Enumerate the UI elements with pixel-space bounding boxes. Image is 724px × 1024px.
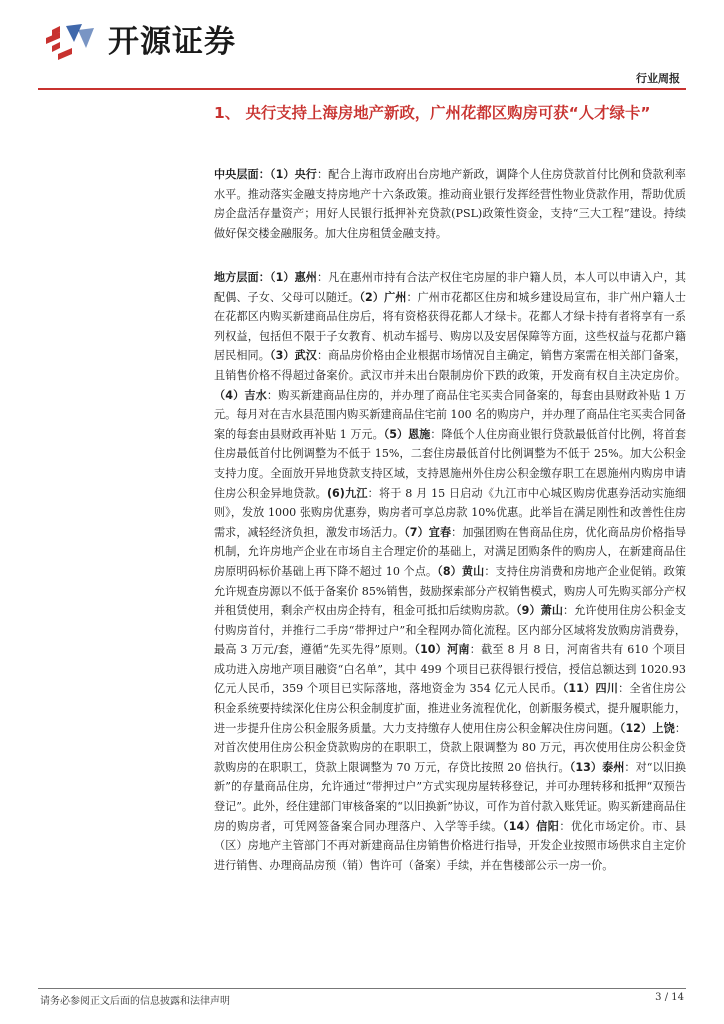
item-body: ：商品房价格由企业根据市场情况自主确定，销售方案需在相关部门备案，且销售价格不得超过备案价。武汉市并未出台限制房价下跌的政策，开发商有权自主决定房价。 (214, 349, 686, 382)
brand-logo (38, 20, 236, 64)
paragraph-label: 中央层面： (214, 168, 270, 181)
item-name: 武汉 (294, 349, 317, 363)
item-name: 恩施 (408, 427, 431, 441)
item-name: 信阳 (536, 819, 560, 833)
item-name: 萧山 (540, 604, 564, 618)
paragraph-label: 地方层面： (214, 271, 270, 284)
item-name: 泰州 (602, 760, 625, 774)
item-number: （2） (359, 290, 385, 304)
item-name: 上饶 (652, 721, 675, 735)
item-name: 四川 (595, 682, 619, 696)
item-name: 央行 (294, 168, 317, 181)
item-number: （13） (569, 760, 603, 774)
item-body: ：将于 8 月 15 日启动《九江市中心城区购房优惠券活动实施细则》，发放 1000 张购房优惠券，购房者可享总房款 10%优惠。此举旨在满足刚性和改善性住房需求，减轻经济负担，激发市场活力。 (214, 486, 686, 539)
paragraph-central-level (214, 165, 686, 243)
item-body: ：优化市场定价。市、县（区）房地产主管部门不再对新建商品住房销售价格进行指导，开发企业按照市场供求自主定价进行销售、办理商品房预（销）售许可（备案）手续，并在售楼部公示一房一价。 (214, 819, 686, 872)
item-name: 九江 (344, 486, 368, 500)
item-number: （9） (516, 604, 541, 618)
item-number: （3） (269, 349, 295, 363)
item-body: ：广州市花都区住房和城乡建设局宣布，非广州户籍人士在花都区内购买新建商品住房后，将有资格获得花都人才绿卡。花都人才绿卡持有者将享有一系列权益，包括但不限于子女教育、机动车摇号、购房以及安居保障等方面，这些权益与花都户籍居民相同。 (214, 290, 686, 363)
item-body: ：允许使用住房公积金支付购房首付，并推行二手房“带押过户”和全程网办简化流程。区内部分区域将发放购房消费券，最高 3 万元/套，遵循“先买先得”原则。 (214, 604, 686, 657)
item-number: (6) (326, 486, 345, 500)
item-name: 宜春 (428, 525, 452, 539)
section-heading: 1、 央行支持上海房地产新政，广州花都区购房可获“人才绿卡” (214, 104, 651, 122)
item-number: （5） (383, 427, 409, 441)
item-number: （12） (619, 721, 653, 735)
item-body: ：截至 8 月 8 日，河南省共有 610 个项目成功进入房地产项目融资“白名单”，其中 499 个项目已获得银行授信，授信总额达到 1020.93 亿元人民币，359 个项目已实际落地，落地资金为 354 亿元人民币。 (214, 643, 686, 696)
item-body: ：全省住房公积金系统要持续深化住房公积金制度扩面，推进业务流程优化，创新服务模式，提升履职能力，进一步提升住房公积金服务质量。大力支持缴存人使用住房公积金解决住房问题。 (214, 682, 686, 735)
item-number: （14） (502, 819, 537, 833)
item-body: ：配合上海市政府出台房地产新政，调降个人住房贷款首付比例和贷款利率水平。推动落实金融支持房地产十六条政策。推动商业银行发挥经营性物业贷款作用，帮助优质房企盘活存量资产；用好人民银行抵押补充贷款(PSL)政策性资金，支持“三大工程”建设。持续做好保交楼金融服务。加大住房租赁金融支持。 (214, 168, 686, 240)
item-body: ：支持住房消费和房地产企业促销。政策允许规查房源以不低于备案价 85%销售，鼓励探索部分产权销售模式，购房人可先购买部分产权并租赁使用，剩余产权由房企持有，租金可抵扣后续购房款。 (214, 564, 686, 618)
item-number: （10） (414, 643, 448, 657)
item-name: 惠州 (294, 271, 317, 284)
item-name: 黄山 (461, 564, 485, 578)
page-number: 3 / 14 (655, 992, 684, 1003)
item-number: （1） (269, 271, 295, 284)
footer-disclaimer: 请务必参阅正文后面的信息披露和法律声明 (40, 996, 230, 1007)
paragraph-local-level (214, 268, 686, 875)
item-number: （8） (437, 564, 462, 578)
item-number: （4） (214, 388, 245, 402)
item-name: 广州 (384, 290, 407, 304)
item-number: （7） (404, 525, 429, 539)
item-body: ：降低个人住房商业银行贷款最低首付比例，将首套住房最低首付比例调整为不低于 15%，二套住房最低首付比例调整为不低于 25%。加大公积金支持力度。全面放开异地贷款支持区域，支持恩施州外住房公积金缴存职工在恩施州内购房申请住房公积金异地贷款。 (214, 427, 686, 500)
brand-name: 开源证券 (108, 24, 236, 60)
report-type-label: 行业周报 (636, 72, 680, 85)
item-body: ：加强团购在售商品住房，优化商品房价格指导机制，允许房地产企业在市场自主合理定价的基础上，对满足团购条件的购房人，在新建商品住房原明码标价基础上再下降不超过 10 个点。 (214, 525, 686, 578)
brand-mark-icon (38, 20, 100, 64)
footer-divider (38, 988, 686, 989)
item-body: ：对首次使用住房公积金贷款购房的在职职工，贷款上限调整为 80 万元，再次使用住房公积金贷款购房的在职职工，贷款上限调整为 70 万元，存贷比按照 20 倍执行。 (214, 721, 686, 774)
item-number: （11） (562, 682, 596, 696)
item-name: 吉水 (244, 388, 267, 402)
item-body: ：凡在惠州市持有合法产权住宅房屋的非户籍人员，本人可以申请入户，其配偶、子女、父母可以随迁。 (214, 271, 686, 304)
item-body: ：购买新建商品住房的，并办理了商品住宅买卖合同备案的，每套由县财政补贴 1 万元。每月对在吉水县范围内购买新建商品住宅前 100 名的购房户，并办理了商品住宅买卖合同备案的每套由县财政再补贴 1 万元。 (214, 388, 686, 441)
item-name: 河南 (447, 643, 470, 657)
item-number: （1） (269, 168, 295, 181)
item-body: ：对“以旧换新”的存量商品住房，允许通过“带押过户”方式实现房屋转移登记，并可办理转移和抵押“双预告登记”。此外，经住建部门审核备案的“以旧换新”协议，可作为首付款入账凭证。购买新建商品住房的购房者，可凭网签备案合同办理落户、入学等手续。 (214, 760, 686, 833)
header-divider (38, 88, 686, 90)
